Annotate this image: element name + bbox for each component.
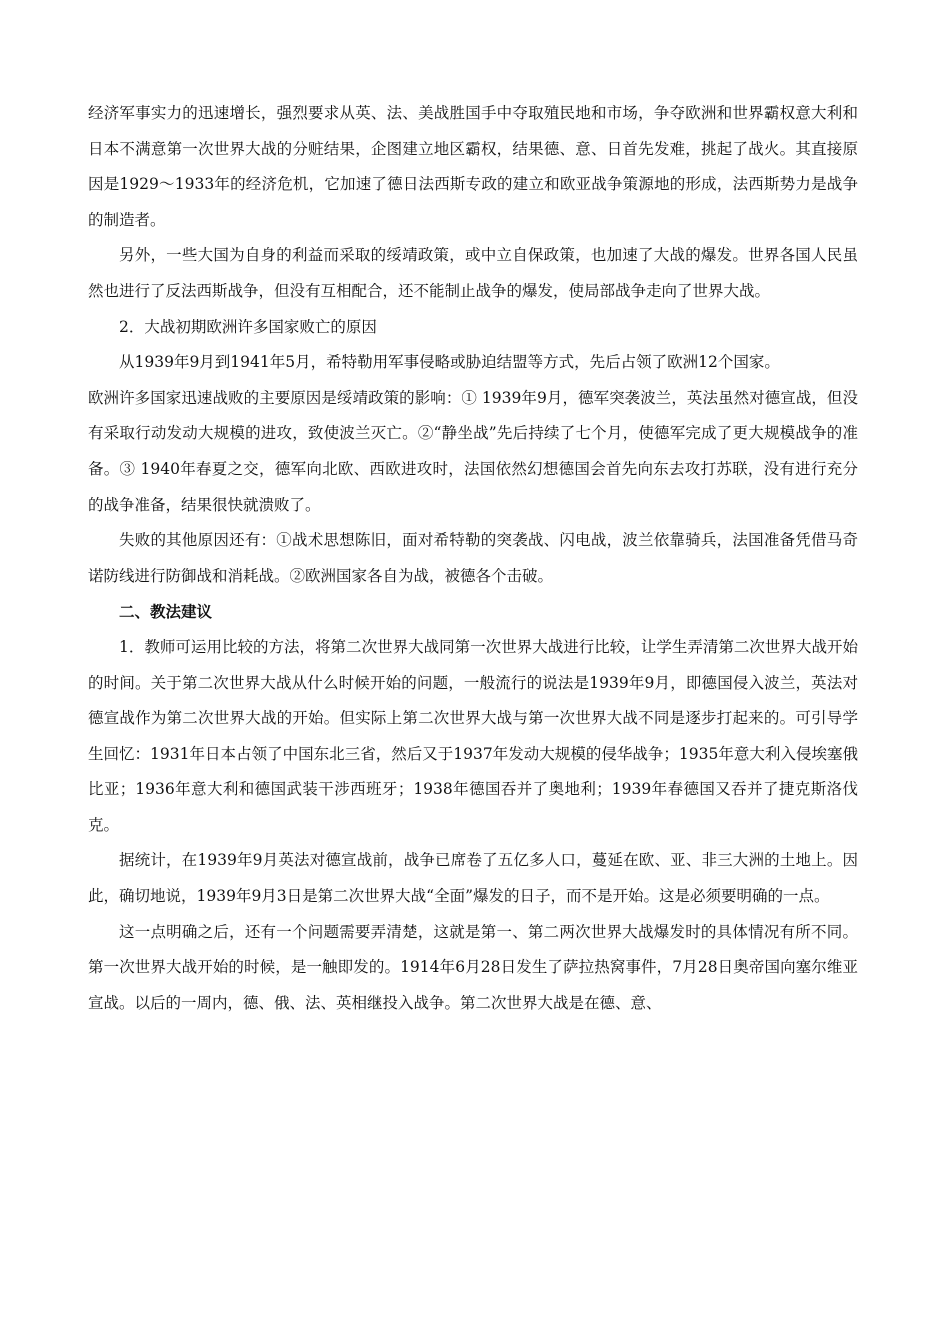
paragraph-causes-continued: 经济军事实力的迅速增长，强烈要求从英、法、美战胜国手中夺取殖民地和市场，争夺欧洲和世界霸权意大利和日本不满意第一次世界大战的分赃结果，企图建立地区霸权，结果德、意、日首先发难，挑起了战火。其直接原因是1929～1933年的经济危机，它加速了德日法西斯专政的建立和欧亚战争策源地的形成，法西斯势力是战争的制造者。 xyxy=(88,104,858,229)
paragraph-comparison-method: 1．教师可运用比较的方法，将第二次世界大战同第一次世界大战进行比较，让学生弄清第二次世界大战开始的时间。关于第二次世界大战从什么时候开始的问题，一般流行的说法是1939年9月，即德国侵入波兰，英法对德宣战作为第二次世界大战的开始。但实际上第二次世界大战与第一次世界大战不同是逐步打起来的。可引导学生回忆：1931年日本占领了中国东北三省，然后又于1937年发动大规模的侵华战争；1935年意大利入侵埃塞俄比亚；1936年意大利和德国武装干涉西班牙；1938年德国吞并了奥地利；1939年春德国又吞并了捷克斯洛伐克。 xyxy=(88,637,858,834)
paragraph-appeasement: 另外，一些大国为自身的利益而采取的绥靖政策，或中立自保政策，也加速了大战的爆发。世界各国人民虽然也进行了反法西斯战争，但没有互相配合，还不能制止战争的爆发，使局部战争走向了世界大战。 xyxy=(88,246,858,300)
paragraph-occupation: 从1939年9月到1941年5月，希特勒用军事侵略或胁迫结盟等方式，先后占领了欧洲12个国家。 xyxy=(119,353,780,372)
paragraph-differences: 这一点明确之后，还有一个问题需要弄清楚，这就是第一、第二两次世界大战爆发时的具体情况有所不同。第一次世界大战开始的时候，是一触即发的。1914年6月28日发生了萨拉热窝事件，7月28日奥帝国向塞尔维亚宣战。以后的一周内，德、俄、法、英相继投入战争。第二次世界大战是在德、意、 xyxy=(88,922,858,1012)
section-heading-teaching: 二、教法建议 xyxy=(119,602,213,622)
subheading-early-defeats: 2．大战初期欧洲许多国家败亡的原因 xyxy=(119,317,377,336)
paragraph-other-reasons: 失败的其他原因还有：①战术思想陈旧，面对希特勒的突袭战、闪电战，波兰依靠骑兵，法国准备凭借马奇诺防线进行防御战和消耗战。②欧洲国家各自为战，被德各个击破。 xyxy=(88,531,858,585)
document-page xyxy=(88,96,858,1021)
paragraph-main-reasons: 欧洲许多国家迅速战败的主要原因是绥靖政策的影响：① 1939年9月，德军突袭波兰，英法虽然对德宣战，但没有采取行动发动大规模的进攻，致使波兰灭亡。②“静坐战”先后持续了七个月，使德军完成了更大规模战争的准备。③ 1940年春夏之交，德军向北欧、西欧进攻时，法国依然幻想德国会首先向东去攻打苏联，没有进行充分的战争准备，结果很快就溃败了。 xyxy=(88,388,858,514)
paragraph-statistics: 据统计，在1939年9月英法对德宣战前，战争已席卷了五亿多人口，蔓延在欧、亚、非三大洲的土地上。因此，确切地说，1939年9月3日是第二次世界大战“全面”爆发的日子，而不是开始。这是必须要明确的一点。 xyxy=(88,851,858,906)
